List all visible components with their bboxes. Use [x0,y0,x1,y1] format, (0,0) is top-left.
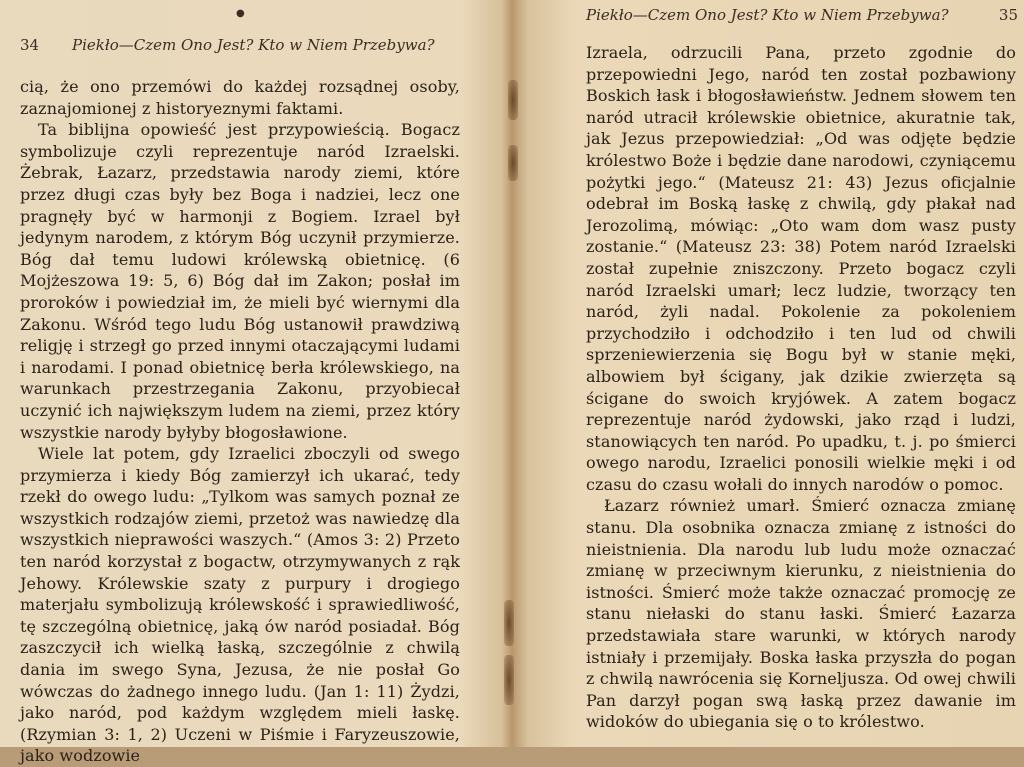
paragraph: Ta biblijna opowieść jest przypowieścią. Bogacz symbolizuje czyli reprezentuje naród Izraelski. Żebrak, Łazarz, przedstawia narody ziemi, które przez długi czas były bez Boga i nadziei, lecz one pragnęły być w harmonji z Bogiem. Izrael był jedynym narodem, z którym Bóg uczynił przymierze. Bóg dał temu ludowi królewską obietnicę. (6 Mojżeszowa 19: 5, 6) Bóg dał im Zakon; posłał im proroków i powiedział im, że mieli być wiernymi dla Zakonu. Wśród tego ludu Bóg ustanowił prawdziwą religję i strzegł go przed innymi otaczającymi ludami i narodami. I ponad obietnicę berła królewskiego, na warunkach przestrzegania Zakonu, przyobiecał uczynić ich największym ludem na ziemi, przez który wszystkie narody byłyby błogosławione. [20,120,460,442]
paragraph: Izraela, odrzucili Pana, przeto zgodnie do przepowiedni Jego, naród ten został pozbawiony Boskich łask i błogosławieństw. Jednem słowem ten naród utracił królewskie obietnice, akuratnie tak, jak Jezus przepowiedział: „Od was odjęte będzie królestwo Boże i będzie dane narodowi, czyniącemu pożytki jego.“ (Mateusz 21: 43) Jezus oficjalnie odebrał im Boską łaskę z chwilą, gdy płakał nad Jerozolimą, mówiąc: „Oto wam dom wasz pusty zostanie.“ (Mateusz 23: 38) Potem naród Izraelski został zupełnie zniszczony. Przeto bogacz czyli naród Izraelski umarł; lecz ludzie, tworzący ten naród, żyli nadal. Pokolenie za pokoleniem przychodziło i odchodziło i ten lud od chwili sprzeniewierzenia się Bogu był w stanie męki, albowiem był ścigany, jak dzikie zwierzęta są ścigane do swoich kryjówek. A zatem bogacz reprezentuje naród żydowski, jako rząd i ludzi, stanowiących ten naród. Po upadku, t. j. po śmierci owego narodu, Izraelici ponosili wielkie męki i od czasu do czasu wołali do innych narodów o pomoc. [586,43,1016,494]
paragraph: Wiele lat potem, gdy Izraelici zboczyli od swego przymierza i kiedy Bóg zamierzył ich ukarać, tedy rzekł do owego ludu: „Tylkom was samych poznał ze wszystkich rodzajów ziemi, przetoż was nawiedzę dla wszystkich nieprawości waszych.“ (Amos 3: 2) Przeto ten naród korzystał z bogactw, otrzymywanych z rąk Jehowy. Królewskie szaty z purpury i drogiego materjału symbolizują królewskość i sprawiedliwość, tę szczególną obietnicę, jaką ów naród posiadał. Bóg zaszczycił ich wielką łaską, szczególnie z chwilą dania im swego Syna, Jezusa, że nie posłał Go wówczas do żadnego innego ludu. (Jan 1: 11) Żydzi, jako naród, pod każdym względem mieli łaskę. (Rzymian 3: 1, 2) Uczeni w Piśmie i Faryzeuszowie, jako wodzowie [20,444,460,766]
page-number: 35 [998,6,1018,24]
right-page [516,0,1024,747]
body-text [586,42,1016,733]
page-number: 34 [20,36,40,54]
running-head: Piekło—Czem Ono Jest? Kto w Niem Przebywa? [72,36,435,54]
paragraph: cią, że ono przemówi do każdej rozsądnej osoby, zaznajomionej z historyeznymi faktami. [20,77,460,118]
running-head: Piekło—Czem Ono Jest? Kto w Niem Przebywa? [586,6,949,24]
paragraph: Łazarz również umarł. Śmierć oznacza zmianę stanu. Dla osobnika oznacza zmianę z istności do nieistnienia. Dla narodu lub ludu może oznaczać zmianę w przeciwnym kierunku, z nieistnienia do istności. Śmierć może także oznaczać promocję ze stanu niełaski do stanu łaski. Śmierć Łazarza przedstawiała stare warunki, w których narody istniały i przemijały. Boska łaska przyszła do pogan z chwilą nawrócenia się Korneljusza. Od owej chwili Pan darzył pogan swą łaską przez dawanie im widoków do ubiegania się o to królestwo. [586,496,1016,732]
body-text [20,76,460,767]
printer-mark-icon: ● [236,8,245,19]
left-page [0,0,508,766]
